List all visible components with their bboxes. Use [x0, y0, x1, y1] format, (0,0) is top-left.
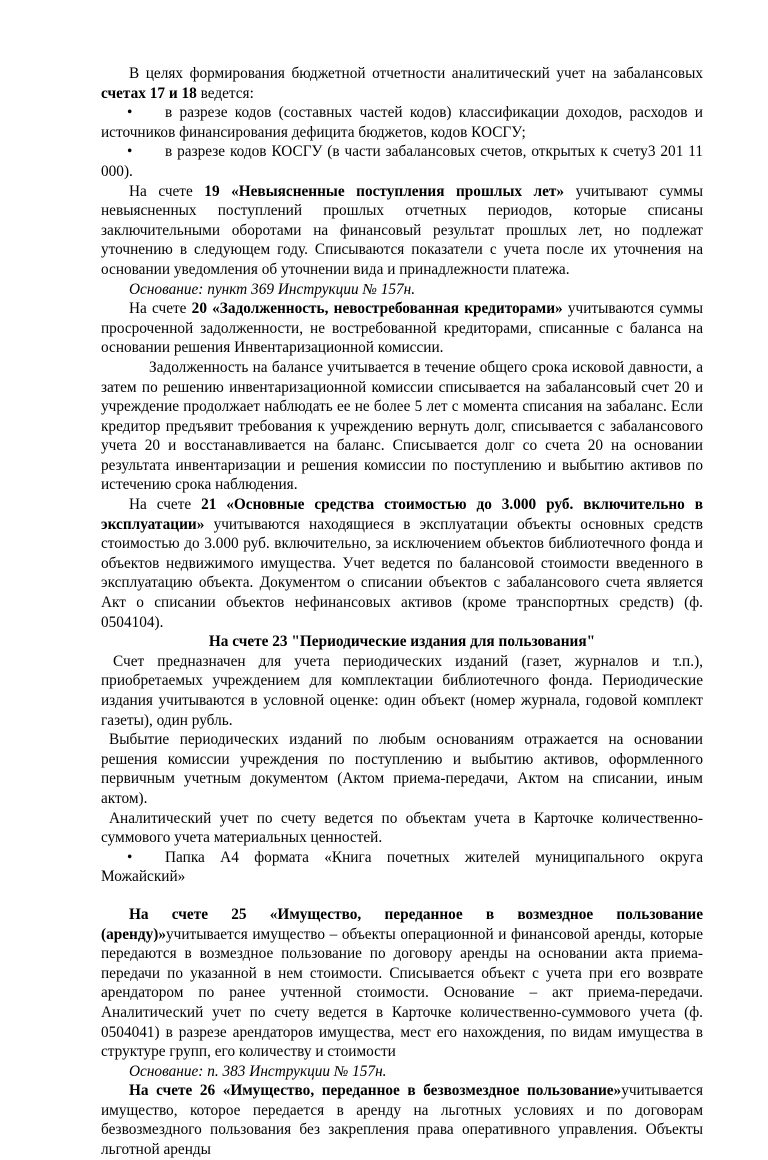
spacer: [101, 887, 703, 905]
bullet-item: [101, 103, 703, 142]
paragraph-account-23-analytics: Аналитический учет по счету ведется по объектам учета в Карточке количественно-суммового учета материальных ценностей.: [101, 809, 703, 847]
paragraph-tail: учитываются находящиеся в эксплуатации объекты основных средств стоимостью до 3.000 руб. включительно, за исключением объектов библиотечного фонда и объектов недвижимого имущества. Учет ведется по балансовой стоимости введенного в эксплуатацию объекта. Документом о списании объектов с забалансового счета является Акт о списании объектов нефинансовых активов (кроме транспортных средств) (ф. 0504104).: [101, 515, 703, 631]
paragraph-tail: учитывается имущество, которое передается в аренду на льготных условиях и по договорам безвозмездного пользования без закрепления права оперативного управления. Объекты льготной аренды: [101, 1082, 703, 1159]
paragraph-text: На счете: [129, 182, 205, 200]
paragraph-tail: ведется:: [196, 84, 254, 102]
heading-text: На счете 23 "Периодические издания для пользования": [208, 633, 596, 651]
document-page: [101, 64, 703, 1160]
bullet-item: [101, 848, 703, 887]
paragraph-tail: учитываются суммы просроченной задолженности, не востребованной кредиторами, списанные с баланса на основании решения Инвентаризационной комиссии.: [101, 300, 703, 357]
paragraph-text: В целях формирования бюджетной отчетности аналитический учет на забалансовых: [129, 65, 703, 82]
paragraph-account-26: [101, 1081, 703, 1159]
bullet-icon: •: [127, 143, 133, 161]
account-19-title: 19 «Невыясненные поступления прошлых лет»: [204, 182, 565, 200]
paragraph-accounts-17-18: [101, 64, 703, 103]
paragraph-text: На счете: [129, 496, 202, 514]
paragraph-tail: учитывается имущество – объекты операционной и финансовой аренды, которые передаются в возмездное пользование по договору аренды на основании акта приема-передачи по указанной в нем стоимости. Списывается объект с учета при его возврате арендатором по ранее учтенной стоимости. Основание – акт приема-передачи. Аналитический учет по счету ведется в Карточке количественно-суммового учета (ф. 0504041) в разрезе арендаторов имущества, мест его нахождения, по видам имущества в структуре групп, его количеству и стоимости: [101, 925, 703, 1061]
basis-note: Основание: п. 383 Инструкции № 157н.: [129, 1062, 387, 1080]
bullet-icon: •: [127, 848, 133, 866]
bullet-text: Папка А4 формата «Книга почетных жителей муниципального округа Можайский»: [101, 848, 703, 886]
account-20-title: 20 «Задолженность, невостребованная кредиторами»: [191, 300, 563, 318]
paragraph-account-23-purpose: Счет предназначен для учета периодических изданий (газет, журналов и т.п.), приобретаемых учреждением для комплектации библиотечного фонда. Периодические издания учитываются в условной оценке: один объект (номер журнала, годовой комплект газеты), один рубль.: [101, 652, 703, 729]
basis-note: Основание: пункт 369 Инструкции № 157н.: [129, 280, 416, 298]
bullet-item: [101, 142, 703, 181]
account-26-title: На счете 26 «Имущество, переданное в безвозмездное пользование»: [129, 1082, 622, 1100]
bullet-icon: •: [127, 104, 133, 122]
bullet-text: в разрезе кодов КОСГУ (в части забалансовых счетов, открытых к счету3 201 11 000).: [101, 143, 703, 180]
paragraph-tail: учитывают суммы невыясненных поступлений прошлых отчетных периодов, которые списаны заключительными оборотами на финансовый результат прошлых лет, но подлежат уточнению в следующем году. Списываются показатели с учета после их уточнения на основании уведомления об уточнении вида и принадлежности платежа.: [101, 182, 703, 278]
paragraph-account-20: [101, 299, 703, 358]
section-heading-account-23: [101, 632, 703, 652]
paragraph-text: На счете: [129, 300, 192, 318]
paragraph-account-21: [101, 495, 703, 632]
bullet-text: в разрезе кодов (составных частей кодов) классификации доходов, расходов и источников финансирования дефицита бюджетов, кодов КОСГУ;: [101, 104, 703, 141]
bold-accounts: счетах 17 и 18: [101, 84, 197, 102]
paragraph-account-20-details: Задолженность на балансе учитывается в течение общего срока исковой давности, а затем по решению инвентаризационной комиссии списывается на забалансовый счет 20 и учреждение продолжает наблюдать ее не более 5 лет с момента списания на забаланс. Если кредитор предъявит требования к учреждению вернуть долг, списывается с забалансового учета 20 и восстанавливается на баланс. Списывается долг со счета 20 на основании результата инвентаризации и решения комиссии по поступлению и выбытию активов по истечению срока наблюдения.: [101, 358, 703, 494]
paragraph-account-25: [101, 905, 703, 1062]
paragraph-account-19: [101, 182, 703, 280]
account-21-title: 21 «Основные средства стоимостью до 3.000 руб. включительно в эксплуатации»: [101, 496, 703, 533]
account-25-title: На счете 25 «Имущество, переданное в возмездное пользование (аренду)»: [101, 905, 703, 943]
paragraph-account-23-disposal: Выбытие периодических изданий по любым основаниям отражается на основании решения комиссии учреждения по поступлению и выбытию активов, оформленного первичным учетным документом (Актом приема-передачи, Актом на списании, иным актом).: [101, 731, 703, 807]
